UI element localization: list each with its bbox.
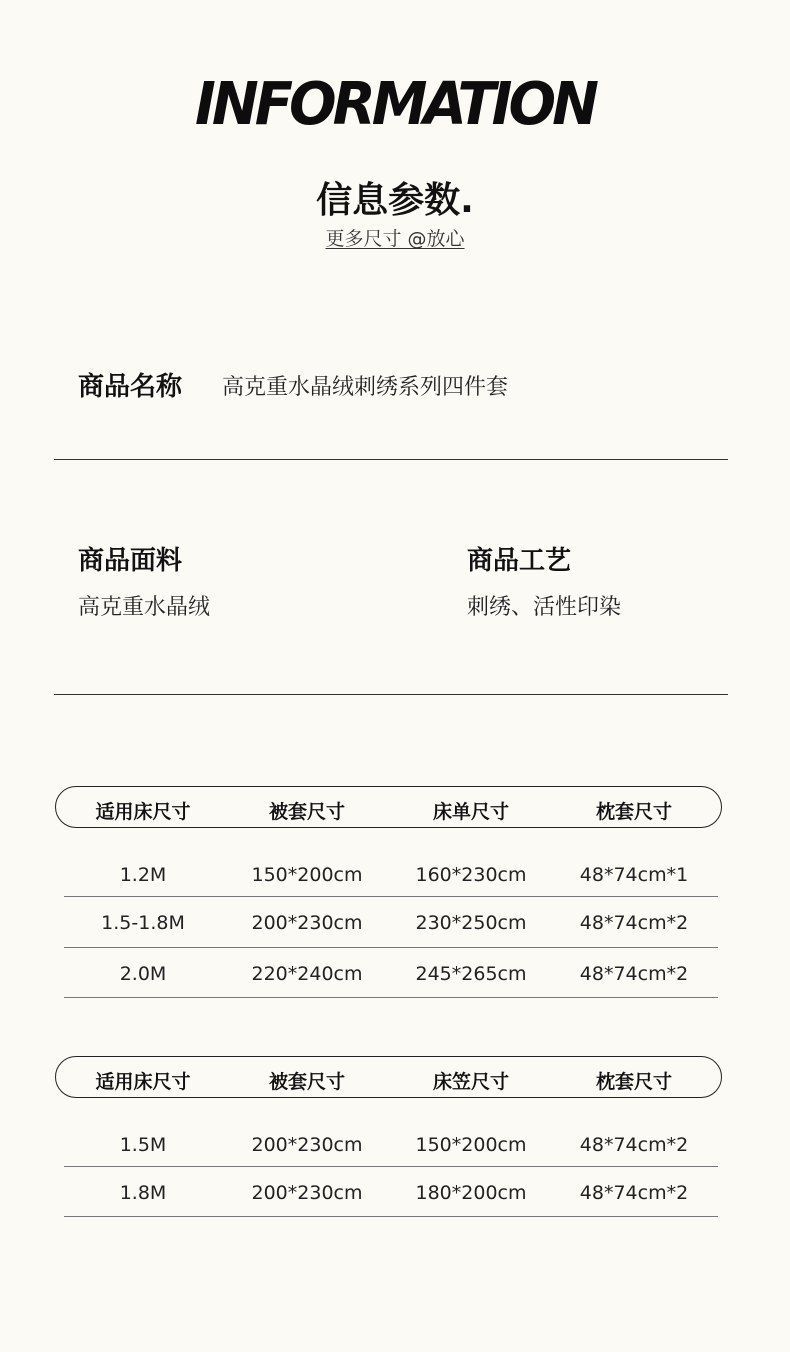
page-title: INFORMATION [195,70,595,139]
divider [54,694,728,695]
table-cell: 200*230cm [251,1182,363,1204]
row-divider [64,997,718,998]
product-name-label: 商品名称 [78,372,183,402]
craft-value: 刺绣、活性印染 [467,595,622,620]
section-subtitle: 信息参数. [316,180,474,221]
table-cell: 1.5M [119,1134,167,1156]
header-bed-size: 适用床尺寸 [95,801,191,823]
table-cell: 1.5-1.8M [101,912,185,934]
fabric-value: 高克重水晶绒 [78,595,211,620]
table-cell: 230*250cm [415,912,527,934]
table-cell: 2.0M [119,963,167,985]
row-divider [64,947,718,948]
divider [54,459,728,460]
table-cell: 245*265cm [415,963,527,985]
header-duvet-size: 被套尺寸 [268,1071,345,1093]
fabric-label: 商品面料 [78,546,183,576]
row-divider [64,1166,718,1167]
header-fitted-sheet-size: 床笠尺寸 [432,1071,509,1093]
table-cell: 48*74cm*2 [579,912,689,934]
table-cell: 1.2M [119,864,167,886]
header-duvet-size: 被套尺寸 [268,801,345,823]
row-divider [64,896,718,897]
header-pillowcase-size: 枕套尺寸 [595,1071,672,1093]
table-cell: 48*74cm*2 [579,963,689,985]
table-cell: 160*230cm [415,864,527,886]
table-cell: 48*74cm*1 [579,864,689,886]
table-cell: 150*200cm [251,864,363,886]
more-sizes-link-text: 更多尺寸 @放心 [325,228,465,250]
table-cell: 1.8M [119,1182,167,1204]
table-cell: 200*230cm [251,912,363,934]
table-cell: 200*230cm [251,1134,363,1156]
table-cell: 48*74cm*2 [579,1182,689,1204]
table-cell: 48*74cm*2 [579,1134,689,1156]
header-bed-size: 适用床尺寸 [95,1071,191,1093]
header-pillowcase-size: 枕套尺寸 [595,801,672,823]
table-cell: 180*200cm [415,1182,527,1204]
header-sheet-size: 床单尺寸 [432,801,509,823]
more-sizes-link[interactable] [0,224,790,251]
table-cell: 150*200cm [415,1134,527,1156]
table-cell: 220*240cm [251,963,363,985]
product-name-value: 高克重水晶绒刺绣系列四件套 [222,375,509,400]
row-divider [64,1216,718,1217]
craft-label: 商品工艺 [467,546,572,576]
